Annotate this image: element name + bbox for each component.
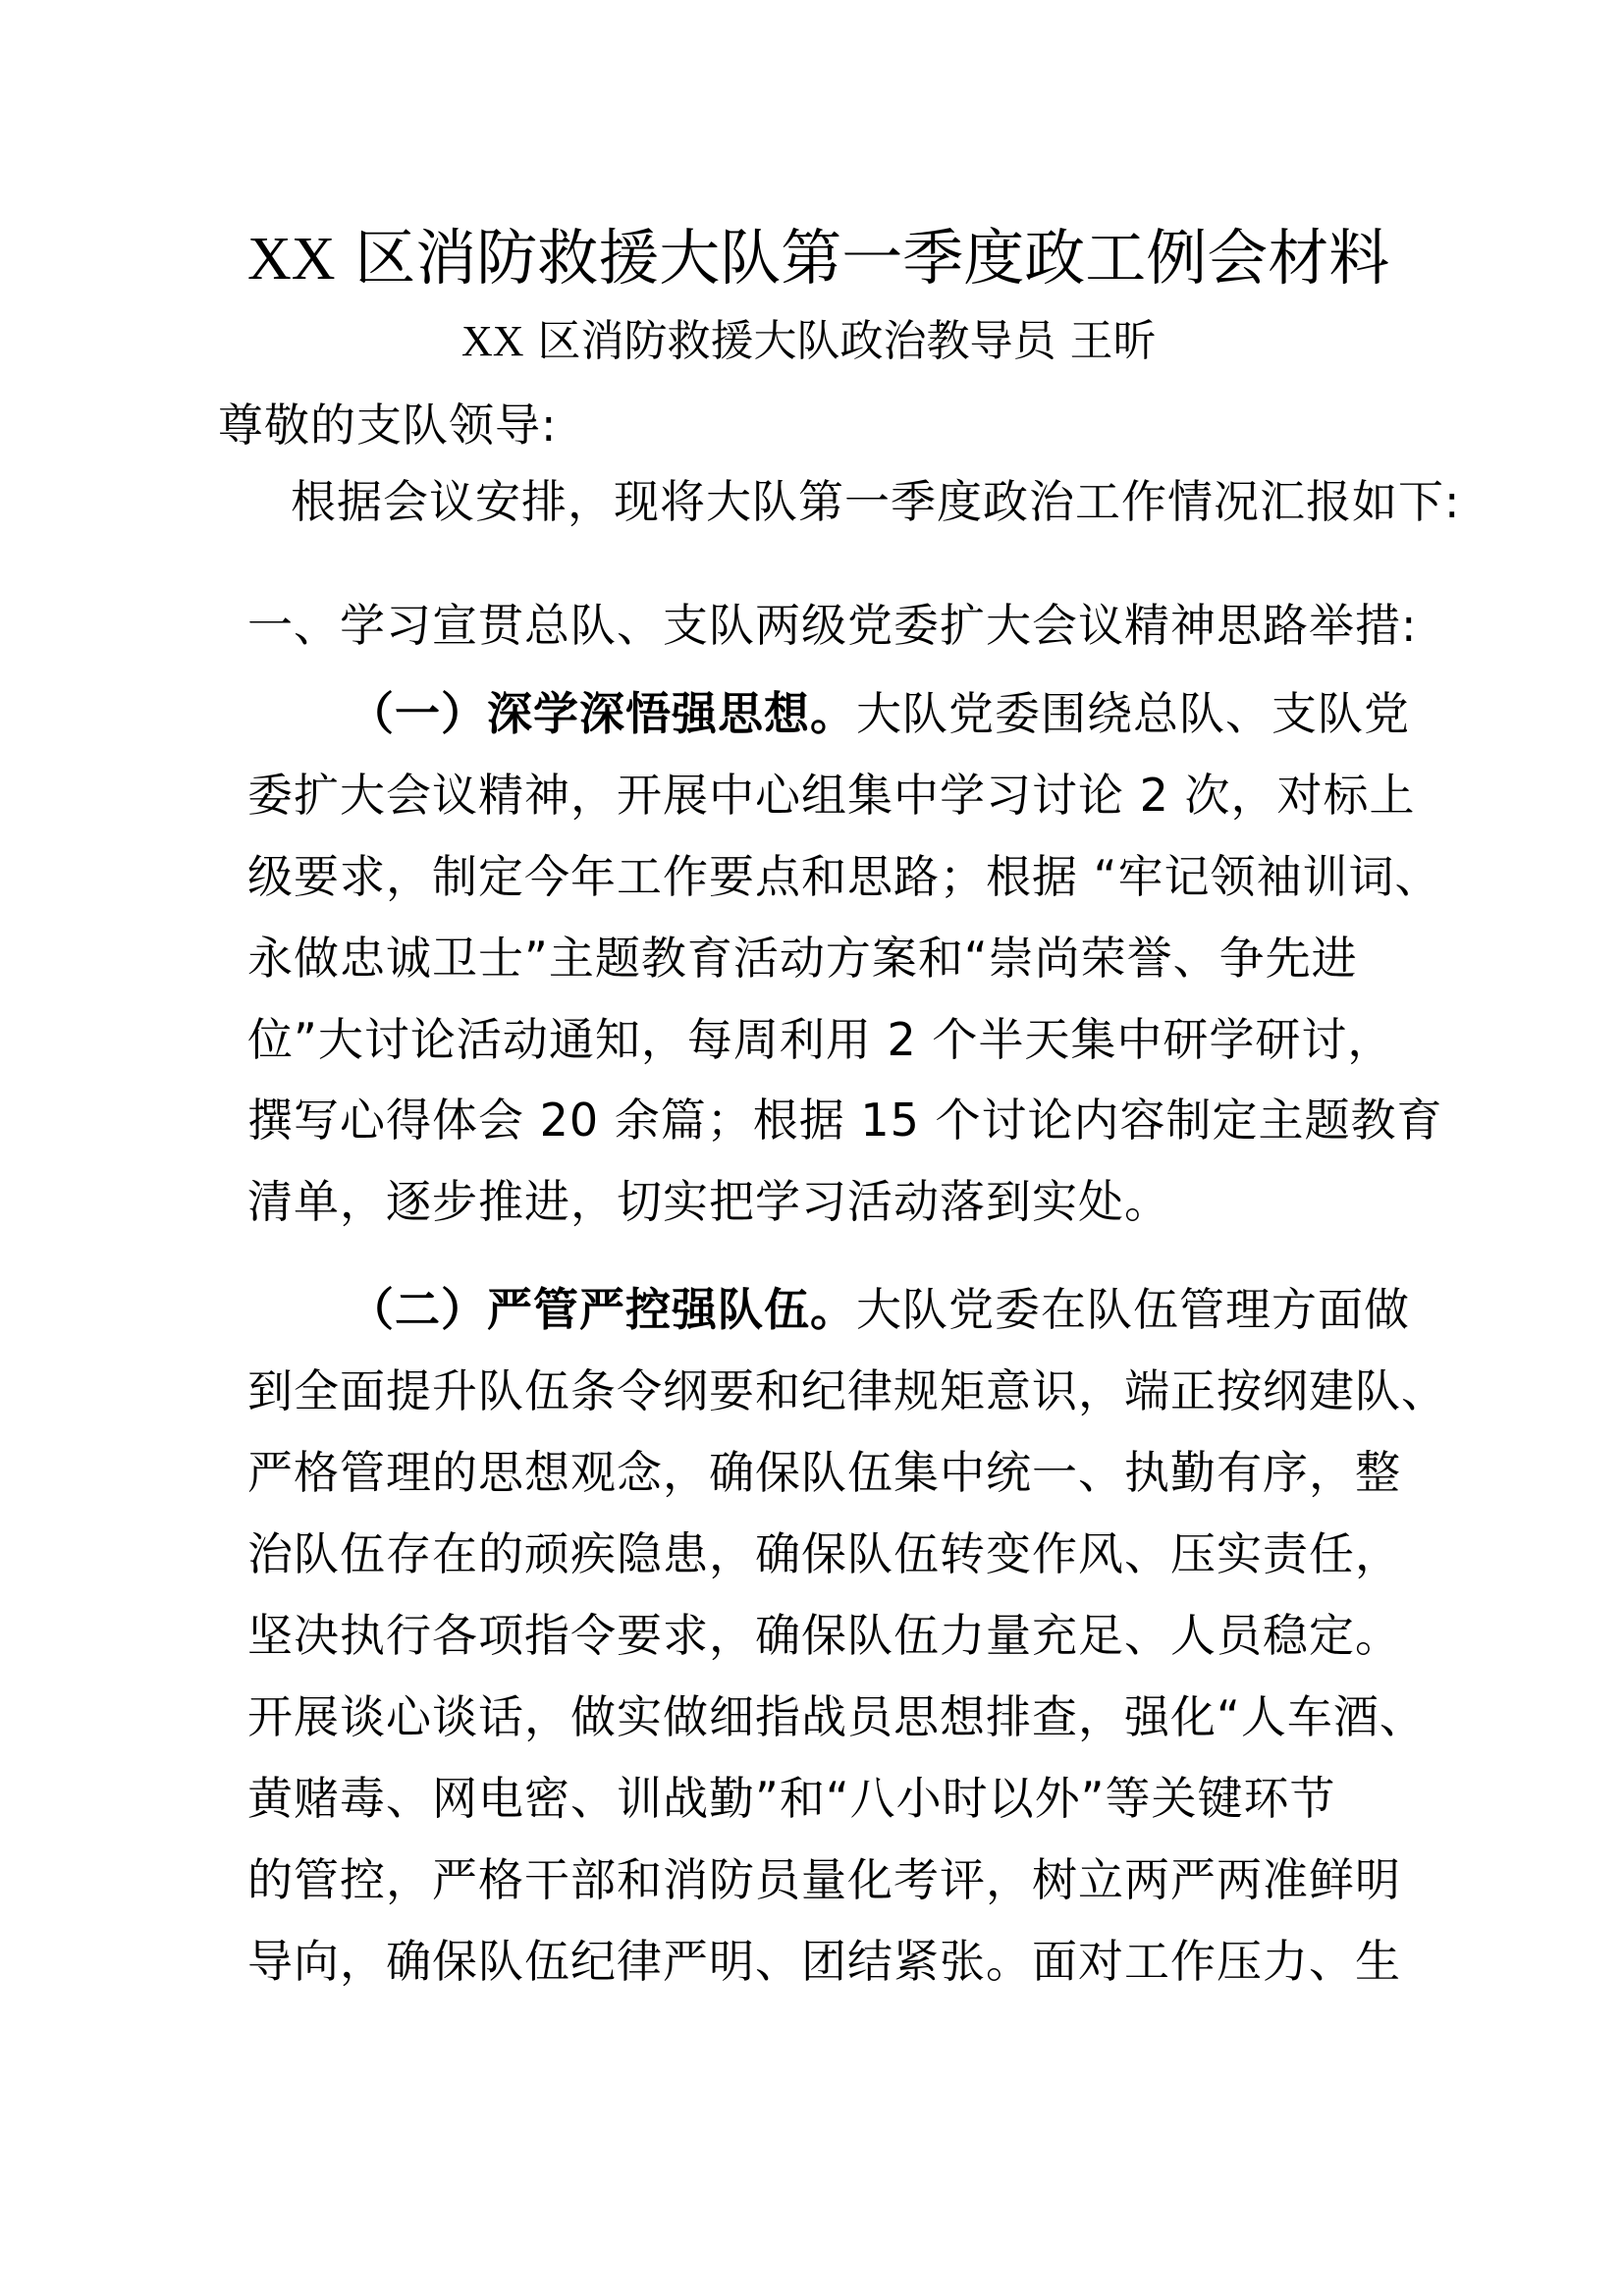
- para2-line-9: 导向，确保队伍纪律严明、团结紧张。面对工作压力、生: [247, 1935, 1401, 1988]
- para2-line-5: 坚决执行各项指令要求，确保队伍力量充足、人员稳定。: [247, 1609, 1401, 1662]
- author-text: 区消防救援大队政治教导员 王昕: [523, 316, 1157, 366]
- author-prefix: XX: [461, 317, 524, 365]
- para2-line-7: 黄赌毒、网电密、训战勤”和“八小时以外”等关键环节: [247, 1772, 1336, 1825]
- para1-line-6: 撰写心得体会 20 余篇；根据 15 个讨论内容制定主题教育: [247, 1094, 1443, 1147]
- para2-line-6: 开展谈心谈话，做实做细指战员思想排查，强化“人车酒、: [247, 1690, 1426, 1743]
- para1-text: 大队党委围绕总队、支队党: [856, 687, 1410, 740]
- para2-text: 大队党委在队伍管理方面做: [856, 1283, 1410, 1336]
- para2-line-4: 治队伍存在的顽疾隐患，确保队伍转变作风、压实责任，: [247, 1527, 1401, 1580]
- para2-line-1: [349, 1283, 1410, 1336]
- para2-heading: （二）严管严控强队伍。: [349, 1283, 856, 1336]
- section-heading-1: 一、学习宣贯总队、支队两级党委扩大会议精神思路举措:: [247, 599, 1418, 652]
- para2-line-8: 的管控，严格干部和消防员量化考评，树立两严两准鲜明: [247, 1853, 1401, 1906]
- para1-line-2: 委扩大会议精神，开展中心组集中学习讨论 2 次，对标上: [247, 769, 1416, 822]
- title-text: 区消防救援大队第一季度政工例会材料: [335, 222, 1390, 294]
- para1-line-4: 永做忠诚卫士”主题教育活动方案和“崇尚荣誉、争先进: [247, 932, 1358, 985]
- document-author: [461, 316, 1157, 366]
- para2-line-2: 到全面提升队伍条令纲要和纪律规矩意识，端正按纲建队、: [247, 1364, 1447, 1417]
- para1-line-7: 清单，逐步推进，切实把学习活动落到实处。: [247, 1175, 1170, 1228]
- salutation: 尊敬的支队领导:: [218, 399, 558, 452]
- document-title: [247, 222, 1390, 294]
- para2-line-3: 严格管理的思想观念，确保队伍集中统一、执勤有序，整: [247, 1446, 1401, 1499]
- title-prefix: XX: [247, 226, 336, 293]
- para1-line-5: 位”大讨论活动通知，每周利用 2 个半天集中研学研讨，: [247, 1013, 1394, 1066]
- para1-heading: （一）深学深悟强思想。: [349, 687, 856, 740]
- para1-line-1: [349, 687, 1410, 740]
- intro-paragraph: 根据会议安排，现将大队第一季度政治工作情况汇报如下:: [291, 475, 1461, 528]
- para1-line-3: 级要求，制定今年工作要点和思路；根据 “牢记领袖训词、: [247, 850, 1441, 903]
